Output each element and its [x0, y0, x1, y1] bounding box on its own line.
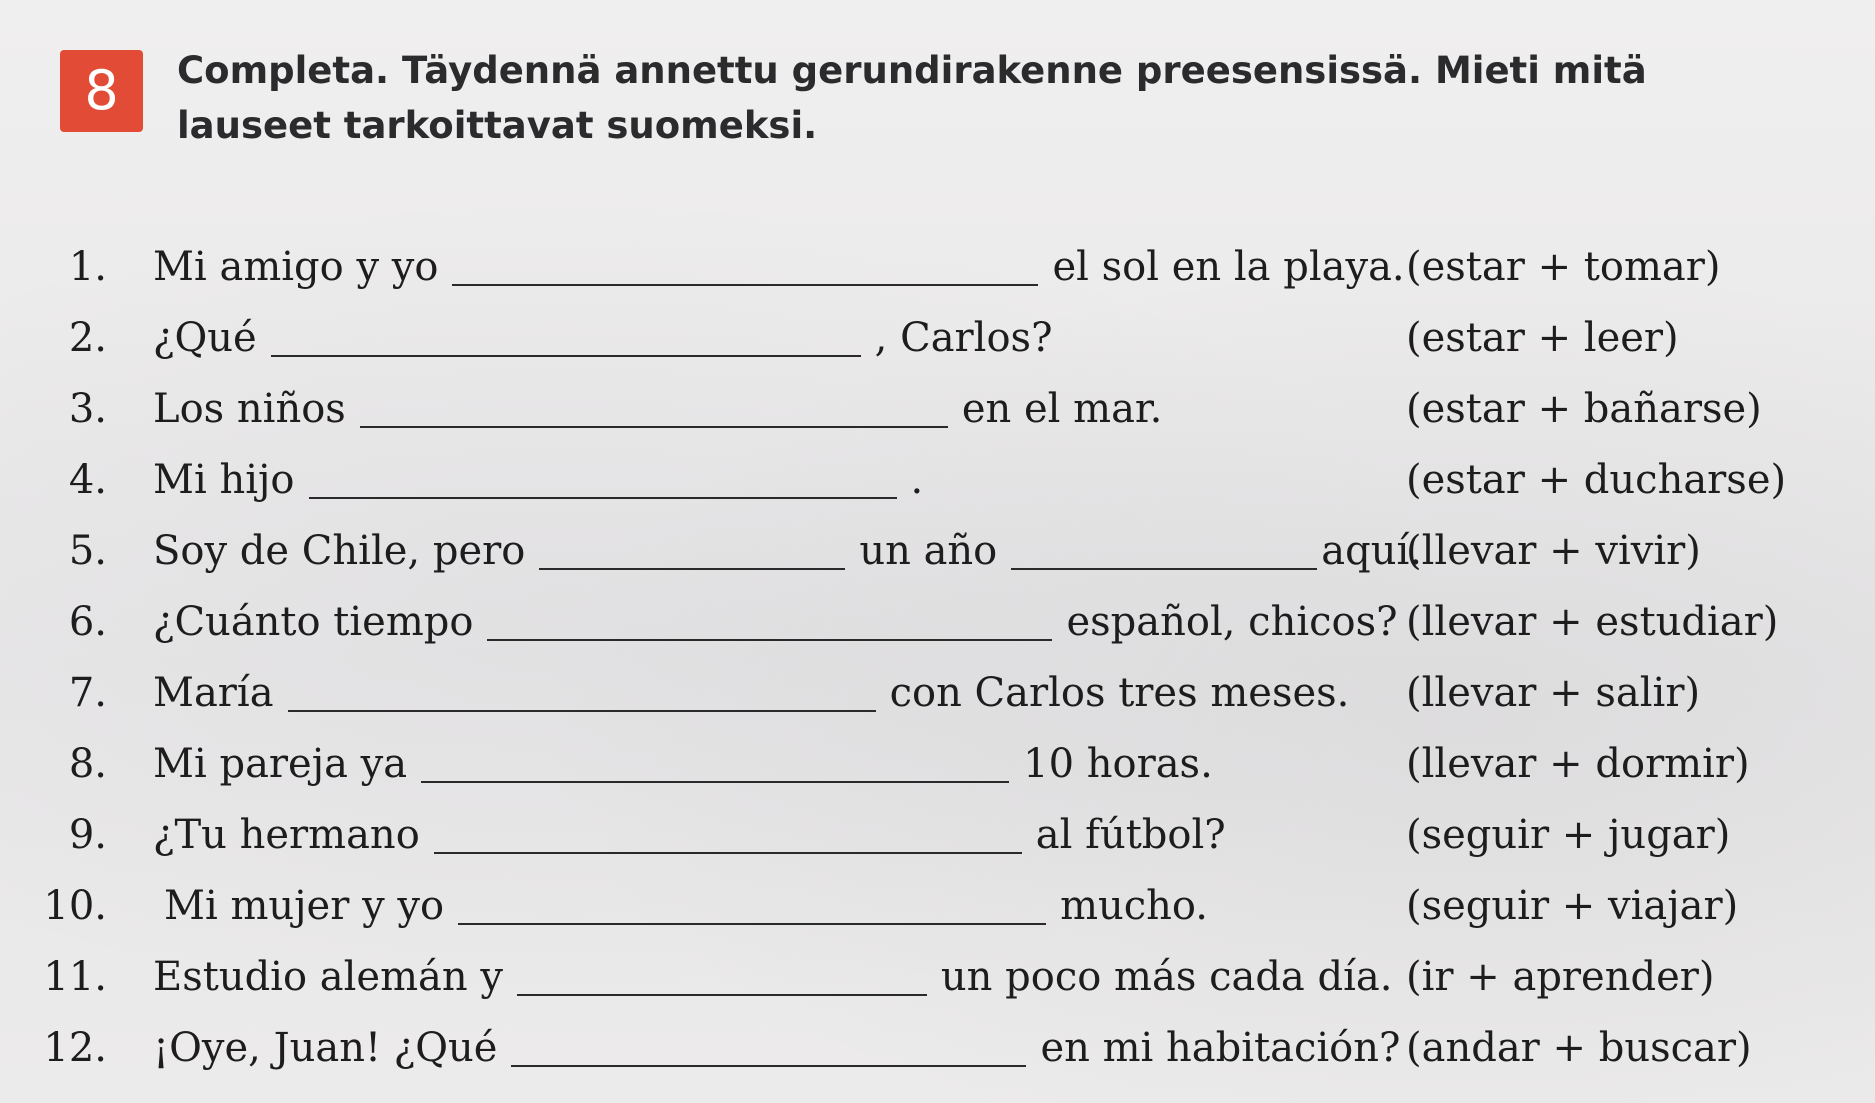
- answer-blank-1[interactable]: [539, 524, 845, 570]
- sentence-end: español, chicos?: [1066, 599, 1398, 645]
- sentence-end: .: [910, 457, 924, 503]
- sentence: [153, 948, 1392, 1006]
- sentence: [164, 877, 1208, 935]
- exercise-item-11: [0, 948, 1875, 1006]
- sentence-middle: un año: [859, 528, 998, 574]
- sentence: [153, 380, 1162, 438]
- verb-hint: (estar + ducharse): [1406, 457, 1787, 503]
- verb-hint: (llevar + estudiar): [1406, 599, 1779, 645]
- verb-hint: (llevar + salir): [1406, 670, 1701, 716]
- sentence-end: 10 horas.: [1023, 741, 1213, 787]
- sentence-start: Estudio alemán y: [153, 954, 503, 1000]
- verb-hint: (estar + tomar): [1406, 244, 1721, 290]
- sentence: [153, 735, 1213, 793]
- sentence-start: ¿Tu hermano: [153, 812, 420, 858]
- answer-blank[interactable]: [487, 595, 1052, 641]
- item-number: 9.: [68, 812, 107, 858]
- sentence-end: aquí.: [1321, 528, 1422, 574]
- sentence: [153, 309, 1053, 367]
- sentence-end: en mi habitación?: [1040, 1025, 1401, 1071]
- exercise-item-2: [0, 309, 1875, 367]
- answer-blank[interactable]: [309, 453, 897, 499]
- sentence-start: Mi hijo: [153, 457, 295, 503]
- answer-blank-2[interactable]: [1011, 524, 1317, 570]
- sentence: [153, 593, 1398, 651]
- sentence-end: un poco más cada día.: [940, 954, 1393, 1000]
- answer-blank[interactable]: [421, 737, 1009, 783]
- verb-hint: (seguir + viajar): [1406, 883, 1739, 929]
- sentence: [153, 451, 923, 509]
- sentence: [153, 238, 1405, 296]
- answer-blank[interactable]: [458, 879, 1046, 925]
- verb-hint: (seguir + jugar): [1406, 812, 1731, 858]
- verb-hint: (andar + buscar): [1406, 1025, 1752, 1071]
- answer-blank[interactable]: [271, 311, 861, 357]
- exercise-item-6: [0, 593, 1875, 651]
- sentence-start: Mi pareja ya: [153, 741, 408, 787]
- answer-blank[interactable]: [517, 950, 927, 996]
- exercise-item-10: [0, 877, 1875, 935]
- answer-blank[interactable]: [288, 666, 876, 712]
- sentence: [153, 1019, 1400, 1077]
- item-number: 2.: [68, 315, 107, 361]
- sentence-start: Mi mujer y yo: [164, 883, 445, 929]
- item-number: 1.: [68, 244, 107, 290]
- item-number: 5.: [68, 528, 107, 574]
- sentence-start: María: [153, 670, 274, 716]
- sentence-end: el sol en la playa.: [1052, 244, 1405, 290]
- item-number: 11.: [43, 954, 107, 1000]
- verb-hint: (estar + bañarse): [1406, 386, 1762, 432]
- sentence-start: ¿Qué: [153, 315, 257, 361]
- sentence-start: ¿Cuánto tiempo: [153, 599, 474, 645]
- sentence-start: Los niños: [153, 386, 346, 432]
- sentence-end: al fútbol?: [1035, 812, 1226, 858]
- answer-blank[interactable]: [434, 808, 1022, 854]
- item-number: 8.: [68, 741, 107, 787]
- item-number: 12.: [43, 1025, 107, 1071]
- sentence-start: ¡Oye, Juan! ¿Qué: [153, 1025, 498, 1071]
- exercise-item-8: [0, 735, 1875, 793]
- verb-hint: (llevar + dormir): [1406, 741, 1750, 787]
- exercise-item-1: [0, 238, 1875, 296]
- item-number: 7.: [68, 670, 107, 716]
- exercise-item-9: [0, 806, 1875, 864]
- verb-hint: (llevar + vivir): [1406, 528, 1701, 574]
- answer-blank[interactable]: [511, 1021, 1026, 1067]
- verb-hint: (ir + aprender): [1406, 954, 1715, 1000]
- sentence-end: mucho.: [1060, 883, 1209, 929]
- exercise-item-3: [0, 380, 1875, 438]
- exercise-item-12: [0, 1019, 1875, 1077]
- item-number: 6.: [68, 599, 107, 645]
- sentence: [153, 522, 1422, 580]
- item-number: 3.: [68, 386, 107, 432]
- sentence-start: Soy de Chile, pero: [153, 528, 526, 574]
- exercise-number-badge: 8: [60, 50, 143, 132]
- sentence-end: en el mar.: [961, 386, 1163, 432]
- sentence: [153, 664, 1349, 722]
- verb-hint: (estar + leer): [1406, 315, 1679, 361]
- answer-blank[interactable]: [360, 382, 948, 428]
- sentence: [153, 806, 1226, 864]
- exercise-instruction: Completa. Täydennä annettu gerundirakenne preesensissä. Mieti mitä lauseet tarkoittavat suomeksi.: [177, 49, 1647, 147]
- exercise-item-4: [0, 451, 1875, 509]
- exercise-item-5: [0, 522, 1875, 580]
- item-number: 4.: [68, 457, 107, 503]
- sentence-start: Mi amigo y yo: [153, 244, 439, 290]
- sentence-end: , Carlos?: [874, 315, 1053, 361]
- sentence-end: con Carlos tres meses.: [889, 670, 1350, 716]
- item-number: 10.: [43, 883, 107, 929]
- answer-blank[interactable]: [452, 240, 1038, 286]
- exercise-item-7: [0, 664, 1875, 722]
